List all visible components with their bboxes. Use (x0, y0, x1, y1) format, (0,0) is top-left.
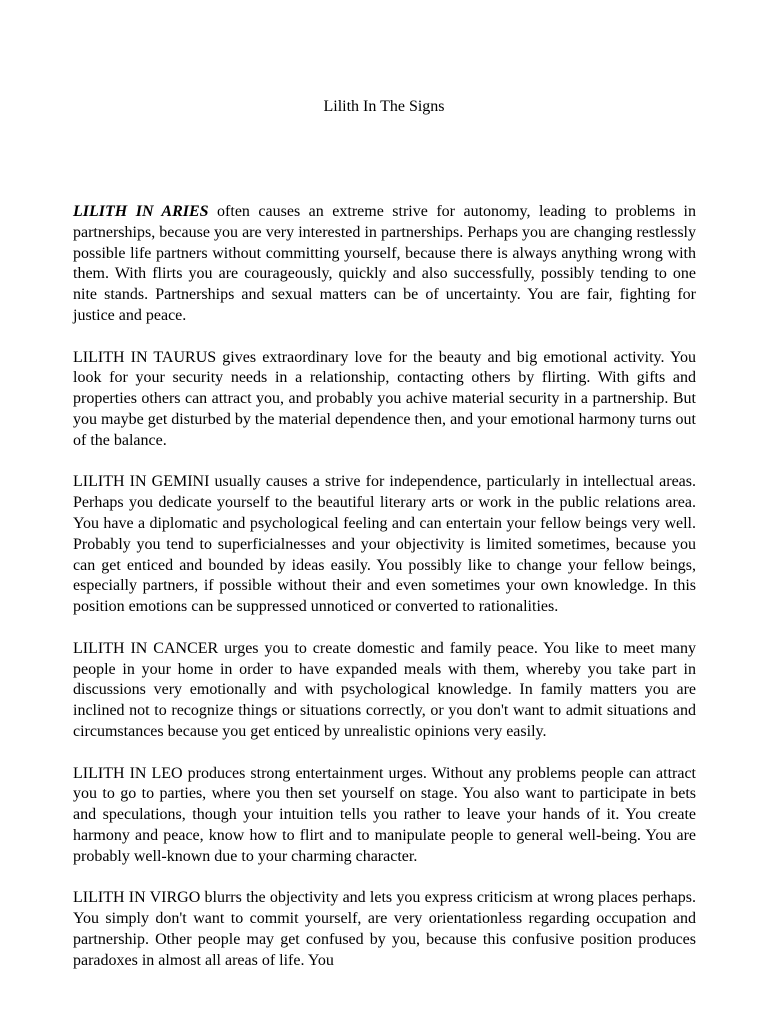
paragraph-text: LILITH IN VIRGO blurrs the objectivity and lets you express criticism at wrong places perhaps. You simply don't want to commit yourself, are very orientationless regarding occupation and partnership. Other people may get confused by you, because this confusive position produces paradoxes in almost all areas of life. You (73, 889, 696, 969)
paragraph-text: LILITH IN TAURUS gives extraordinary love for the beauty and big emotional activity. You look for your security needs in a relationship, contacting others by flirting. With gifts and properties others can attract you, and probably you achive material security in a partnership. But you maybe get disturbed by the material dependence then, and your emotional harmony turns out of the balance. (73, 348, 696, 449)
paragraph-gemini (73, 472, 696, 618)
paragraph-cancer (73, 639, 696, 743)
paragraph-taurus (73, 348, 696, 452)
paragraph-text: LILITH IN GEMINI usually causes a strive for independence, particularly in intellectual areas. Perhaps you dedicate yourself to the beautiful literary arts or work in the public relations area. You have a diplomatic and psychological feeling and can entertain your fellow beings very well. Probably you tend to superficialnesses and your objectivity is limited sometimes, because you can get enticed and bounded by ideas easily. You possibly like to change your fellow beings, especially partners, if possible without their and even sometimes your own knowledge. In this position emotions can be suppressed unnoticed or converted to rationalities. (73, 473, 696, 616)
paragraph-virgo (73, 888, 696, 971)
document-body (73, 202, 696, 992)
paragraph-aries (73, 202, 696, 327)
paragraph-leo (73, 764, 696, 868)
page-title: Lilith In The Signs (323, 98, 445, 115)
paragraph-text: LILITH IN CANCER urges you to create domestic and family peace. You like to meet many people in your home in order to have expanded meals with them, whereby you take part in discussions very emotionally and with psychological knowledge. In family matters you are inclined not to recognize things or situations correctly, or you don't want to admit situations and circumstances because you get enticed by unrealistic opinions very easily. (73, 639, 696, 740)
paragraph-text: LILITH IN LEO produces strong entertainment urges. Without any problems people can attract you to go to parties, where you then set yourself on stage. You also want to participate in bets and speculations, though your intuition tells you rather to leave your hands of it. You create harmony and peace, know how to flirt and to manipulate people to general well-being. You are probably well-known due to your charming character. (73, 764, 696, 865)
paragraph-lead: LILITH IN ARIES (73, 203, 209, 220)
paragraph-text: often causes an extreme strive for autonomy, leading to problems in partnerships, because you are very interested in partnerships. Perhaps you are changing restlessly possible life partners without committing yourself, because there is always anything wrong with them. With flirts you are courageously, quickly and also successfully, possibly tending to one nite stands. Partnerships and sexual matters can be of uncertainty. You are fair, fighting for justice and peace. (73, 203, 696, 324)
